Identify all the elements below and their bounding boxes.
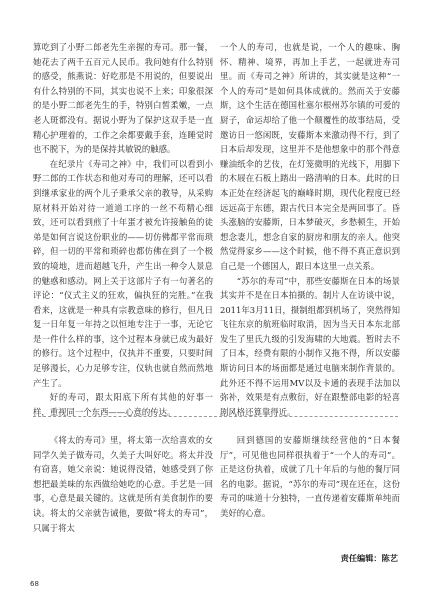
paragraph: 算吃到了小野二郎老先生亲握的寿司。那一餐，她花去了两千五百元人民币。我问她有什么特别的感受，熊燕说：好吃那是不用说的，但要说出有什么特别的不同，其实也说不上来；印象很深的是小野二郎老先生的手，特别白皙柔嫩，一点老人斑都没有。据说小野为了保护这双手是一直精心护理着的，工作之余都要戴手套，连睡觉时也不脱下，为的是保持其敏锐的触感。 xyxy=(33,42,213,155)
paragraph: 在纪录片《寿司之神》中，我们可以看到小野二郎的工作状态和他对寿司的理解，还可以看到继承家业的两个儿子秉承父亲的教导，从采购原材料开始对待一道道工序的一丝不苟精心细致，还可以看到煎了十年蛋才被允许接触鱼的徒弟是如何言说这份职业的——切仿佛都平常而琐碎，但一切的平常和琐碎也都仿佛在到了一个极致的境地，进而超越飞升，产生出一种令人景息的魅惑和感动。网上关于这部片子有一句著名的评论：“仪式主义的狂欢，偏执狂的完胜。”在我看来，这就是一种具有宗教意味的修行，但凡日复一日年复一年持之以恒地专注于一事，无论它是一件什么样的事，这个过程本身就已成为最好的修行。这个过程中，仅执并不重要，只要时间足够漫长，心力足够专注，仪轨也就自然而然地产生了。 xyxy=(33,158,213,388)
paragraph: 《将太的寿司》里，将太第一次给喜欢的女同学久美子做寿司，久美子大叫好吃。将太并没有窃喜，她父亲说：她说得没错，她感受到了你想把最美味的东西做给她吃的心意。手艺是一回事，心意是最关键的。这就是所有美食制作的要诀。将太的父亲就告诫他，要做“将太的寿司”，只属于将太 xyxy=(33,435,213,533)
article-column-left xyxy=(33,40,213,419)
paragraph: “苏尔的寿司”中，那些安藤斯在日本的场景其实并不是在日本拍摄的。制片人在访谈中说，2011年3月11日，摄制组都到机场了，突然得知飞往东京的航班临时取消，因为当天日本东北部发生了里氏九级的引发海啸的大地震。暂时去不了日本，经费有限的小制作又拖不得，所以安藤斯访问日本的场面都是通过电脑来制作背景的。此外还不得不运用MV以及卡通的表现手法加以弥补，效果是有点敷衍，好在跟整部电影的轻喜剧风格还算靠得近。 xyxy=(220,275,400,417)
article-column-right xyxy=(220,40,400,419)
article-column-right-bottom xyxy=(220,433,400,521)
paragraph: 回到德国的安藤斯继续经营他的“日本餐厅”，可见他也同样很执着于“一个人的寿司”。正是这份执着，成就了几十年后的与他的餐厅同名的电影。据说，“苏尔的寿司”现在还在，这份寿司的味道十分独特，一直传递着安藤斯单纯而美好的心意。 xyxy=(220,435,400,518)
editor-credit: 责任编辑：陈艺 xyxy=(340,553,398,563)
paragraph: 好的寿司，跟太阳底下所有其他的好事一样，重视同一个东西——心意的传达。 xyxy=(33,392,213,417)
article-column-left-bottom xyxy=(33,433,213,535)
paragraph: 一个人的寿司，也就是说，一个人的趣味、胸怀、精神、境界，再加上手艺，一起就进寿司里。而《寿司之神》所讲的，其实就是这种“一个人的寿司”是如何具体成就的。然而关于安藤斯，这个生活在德国杜塞尔根州苏尔镇的可爱的厨子，命运却给了他一个颠覆性的故事结局，受邀访日一悠闲既，安藤斯本来激动得不行，到了日本后却发现，这里并不是他想象中的那个得意赚油纸伞的艺伎，在灯笼微明的光线下，用脚下的木屐在石板上踏出一路清响的日本。此时的日本正处在经济起飞的巅峰时期，现代化程度已经远远高于东德，跟古代日本完全是两回事了。昏头涨脑的安藤斯，日本梦破灭，乡愁顿生，开始想念妻儿，想念自家的厨房和朋友的亲人。他突然觉得家乡——这个时候，他不得不真正意识到自己是一个德国人，跟日本这里一点关系。 xyxy=(220,42,400,271)
section-divider xyxy=(33,416,398,417)
page-number: 68 xyxy=(30,580,39,588)
